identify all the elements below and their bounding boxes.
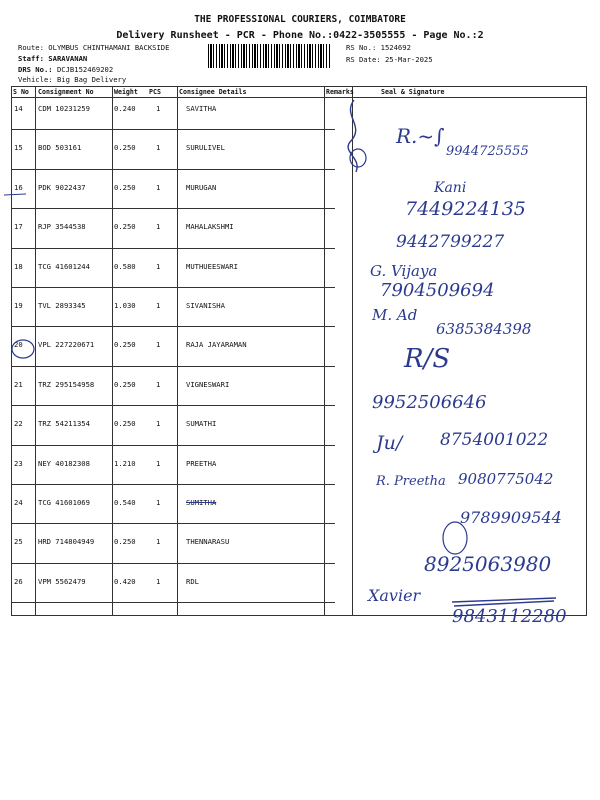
row-divider bbox=[11, 405, 335, 406]
row-cell-cn: TRZ 295154958 bbox=[38, 379, 95, 389]
row-cell-name: VIGNESWARI bbox=[186, 379, 230, 389]
row-divider bbox=[11, 523, 335, 524]
row-divider bbox=[11, 484, 335, 485]
row-divider bbox=[11, 248, 335, 249]
handwritten-phone-22: 8754001022 bbox=[440, 430, 549, 450]
staff-value: SARAVANAN bbox=[48, 54, 88, 63]
row-divider bbox=[11, 129, 335, 130]
row-cell-name: SIVANISHA bbox=[186, 301, 225, 310]
handwritten-phone-17: 9442799227 bbox=[396, 232, 505, 252]
row-cell-name: SAVITHA bbox=[186, 104, 217, 113]
handwritten-phone-25: 8925063980 bbox=[424, 552, 552, 576]
vehicle-line bbox=[18, 75, 126, 84]
rs-no-line bbox=[346, 43, 411, 52]
col-border bbox=[177, 86, 178, 616]
route-label: Route: bbox=[18, 43, 44, 52]
col-header-remarks: Remarks bbox=[326, 88, 354, 96]
handwritten-name-19: M. Ad bbox=[372, 306, 418, 324]
row-cell-sno: 16 bbox=[14, 182, 23, 192]
row-cell-sno: 25 bbox=[14, 537, 23, 547]
handwritten-phone-16: 7449224135 bbox=[405, 198, 526, 220]
row-cell-pcs: 1 bbox=[156, 104, 161, 113]
row-cell-pcs: 1 bbox=[156, 498, 161, 507]
handwritten-phone-18: 7904509694 bbox=[380, 280, 495, 301]
dash-mark bbox=[2, 190, 28, 200]
row-cell-pcs: 1 bbox=[156, 143, 161, 153]
row-cell-wt: 0.250 bbox=[114, 419, 136, 429]
row-cell-pcs: 1 bbox=[156, 458, 161, 468]
row-cell-pcs: 1 bbox=[156, 419, 161, 429]
row-cell-wt: 0.420 bbox=[114, 576, 136, 586]
row-divider bbox=[11, 169, 335, 170]
col-header-sno: S No bbox=[13, 88, 29, 96]
row-cell-sno: 22 bbox=[14, 419, 23, 429]
row-cell-name: PREETHA bbox=[186, 458, 217, 468]
handwritten-phone-21: 9952506646 bbox=[372, 392, 487, 413]
handwritten-phone-24: 9789909544 bbox=[460, 508, 562, 527]
row-cell-cn: TVL 2893345 bbox=[38, 301, 86, 310]
row-cell-wt: 1.030 bbox=[114, 301, 136, 310]
drs-value: DCJB152469202 bbox=[56, 65, 114, 74]
row-cell-name: SURULIVEL bbox=[186, 143, 225, 153]
row-cell-sno: 18 bbox=[14, 261, 23, 271]
col-header-seal: Seal & Signature bbox=[381, 88, 445, 96]
table-top-border bbox=[11, 86, 587, 87]
rs-date-label: RS Date: bbox=[346, 55, 381, 64]
row-cell-wt: 0.250 bbox=[114, 340, 136, 350]
row-cell-wt: 0.540 bbox=[114, 498, 136, 507]
col-border bbox=[586, 86, 587, 616]
row-cell-sno: 21 bbox=[14, 379, 23, 389]
handwritten-phone-15: 9944725555 bbox=[446, 144, 529, 159]
row-cell-pcs: 1 bbox=[156, 182, 161, 192]
signature-scribble bbox=[340, 96, 370, 176]
rs-no-value: 1524692 bbox=[380, 43, 411, 52]
row-cell-sno: 24 bbox=[14, 498, 23, 507]
row-cell-name: MUTHUEESWARI bbox=[186, 261, 238, 271]
row-cell-wt: 0.250 bbox=[114, 379, 136, 389]
col-header-consignee: Consignee Details bbox=[179, 88, 247, 96]
col-border bbox=[324, 86, 325, 616]
row-cell-pcs: 1 bbox=[156, 379, 161, 389]
handwritten-phone-23: 9080775042 bbox=[458, 470, 554, 488]
row-cell-pcs: 1 bbox=[156, 576, 161, 586]
handwritten-name-26: Xavier bbox=[368, 586, 421, 605]
row-cell-name: MURUGAN bbox=[186, 182, 217, 192]
col-header-pcs: PCS bbox=[149, 88, 161, 96]
handwritten-rs-20: R/S bbox=[404, 344, 451, 374]
col-border bbox=[112, 86, 113, 616]
row-cell-cn: HRD 714804949 bbox=[38, 537, 95, 547]
handwritten-phone-19: 6385384398 bbox=[436, 320, 532, 338]
row-cell-wt: 0.250 bbox=[114, 182, 136, 192]
handwritten-signature-15: R.~∫ bbox=[396, 124, 445, 148]
row-divider bbox=[11, 602, 335, 603]
row-cell-pcs: 1 bbox=[156, 537, 161, 547]
handwritten-name-16: Kani bbox=[434, 180, 467, 196]
row-cell-name: RDL bbox=[186, 576, 199, 586]
route-line bbox=[18, 43, 169, 52]
row-cell-cn: TCG 41601244 bbox=[38, 261, 90, 271]
circle-mark-row-20 bbox=[10, 338, 38, 360]
row-cell-wt: 0.250 bbox=[114, 537, 136, 547]
row-cell-name: MAHALAKSHMI bbox=[186, 222, 234, 232]
row-divider bbox=[11, 326, 335, 327]
row-divider bbox=[11, 287, 335, 288]
handwritten-phone-26: 9843112280 bbox=[452, 606, 567, 627]
runsheet-table bbox=[11, 86, 587, 616]
row-cell-wt: 0.250 bbox=[114, 222, 136, 232]
row-cell-cn: RJP 3544538 bbox=[38, 222, 86, 232]
vehicle-label: Vehicle: bbox=[18, 75, 53, 84]
col-header-consignment: Consignment No bbox=[38, 88, 94, 96]
col-header-weight: Weight bbox=[114, 88, 138, 96]
row-cell-name: THENNARASU bbox=[186, 537, 230, 547]
runsheet-subtitle: Delivery Runsheet - PCR - Phone No.:0422-3505555 - Page No.:2 bbox=[116, 30, 484, 41]
barcode bbox=[208, 44, 330, 68]
header-divider bbox=[11, 97, 587, 98]
row-cell-cn: CDM 10231259 bbox=[38, 104, 90, 113]
drs-label: DRS No.: bbox=[18, 65, 53, 74]
row-cell-wt: 1.210 bbox=[114, 458, 136, 468]
row-cell-name: SUMATHI bbox=[186, 419, 217, 429]
row-cell-sno: 19 bbox=[14, 301, 23, 310]
row-divider bbox=[11, 563, 335, 564]
company-title: THE PROFESSIONAL COURIERS, COIMBATORE bbox=[194, 14, 406, 25]
row-cell-pcs: 1 bbox=[156, 340, 161, 350]
row-divider bbox=[11, 208, 335, 209]
rs-date-line bbox=[346, 55, 433, 64]
staff-line bbox=[18, 54, 87, 63]
row-cell-cn: BOD 503161 bbox=[38, 143, 82, 153]
row-cell-wt: 0.250 bbox=[114, 143, 136, 153]
row-cell-name: SUMITHA bbox=[186, 498, 217, 507]
row-cell-cn: PDK 9022437 bbox=[38, 182, 86, 192]
row-cell-pcs: 1 bbox=[156, 222, 161, 232]
staff-label: Staff: bbox=[18, 54, 44, 63]
row-cell-sno: 23 bbox=[14, 458, 23, 468]
handwritten-name-23: R. Preetha bbox=[376, 474, 446, 489]
route-value: OLYMBUS CHINTHAMANI BACKSIDE bbox=[48, 43, 170, 52]
row-cell-cn: VPL 227220671 bbox=[38, 340, 95, 350]
row-cell-sno: 15 bbox=[14, 143, 23, 153]
row-cell-wt: 0.240 bbox=[114, 104, 136, 113]
row-cell-sno: 14 bbox=[14, 104, 23, 113]
row-divider bbox=[11, 366, 335, 367]
row-cell-sno: 26 bbox=[14, 576, 23, 586]
drs-line bbox=[18, 65, 113, 74]
row-cell-sno: 20 bbox=[14, 340, 23, 350]
row-cell-cn: VPM 5562479 bbox=[38, 576, 86, 586]
row-cell-cn: NEY 40182308 bbox=[38, 458, 90, 468]
row-cell-name: RAJA JAYARAMAN bbox=[186, 340, 247, 350]
row-cell-pcs: 1 bbox=[156, 301, 161, 310]
row-cell-sno: 17 bbox=[14, 222, 23, 232]
handwritten-signature-22: Ju/ bbox=[376, 432, 403, 454]
row-cell-pcs: 1 bbox=[156, 261, 161, 271]
row-cell-cn: TRZ 54211354 bbox=[38, 419, 90, 429]
vehicle-value: Big Bag Delivery bbox=[56, 75, 127, 84]
row-cell-cn: TCG 41601069 bbox=[38, 498, 90, 507]
row-cell-wt: 0.580 bbox=[114, 261, 136, 271]
rs-no-label: RS No.: bbox=[346, 43, 377, 52]
handwritten-name-18: G. Vijaya bbox=[370, 262, 438, 280]
row-divider bbox=[11, 445, 335, 446]
rs-date-value: 25-Mar-2025 bbox=[384, 55, 433, 64]
